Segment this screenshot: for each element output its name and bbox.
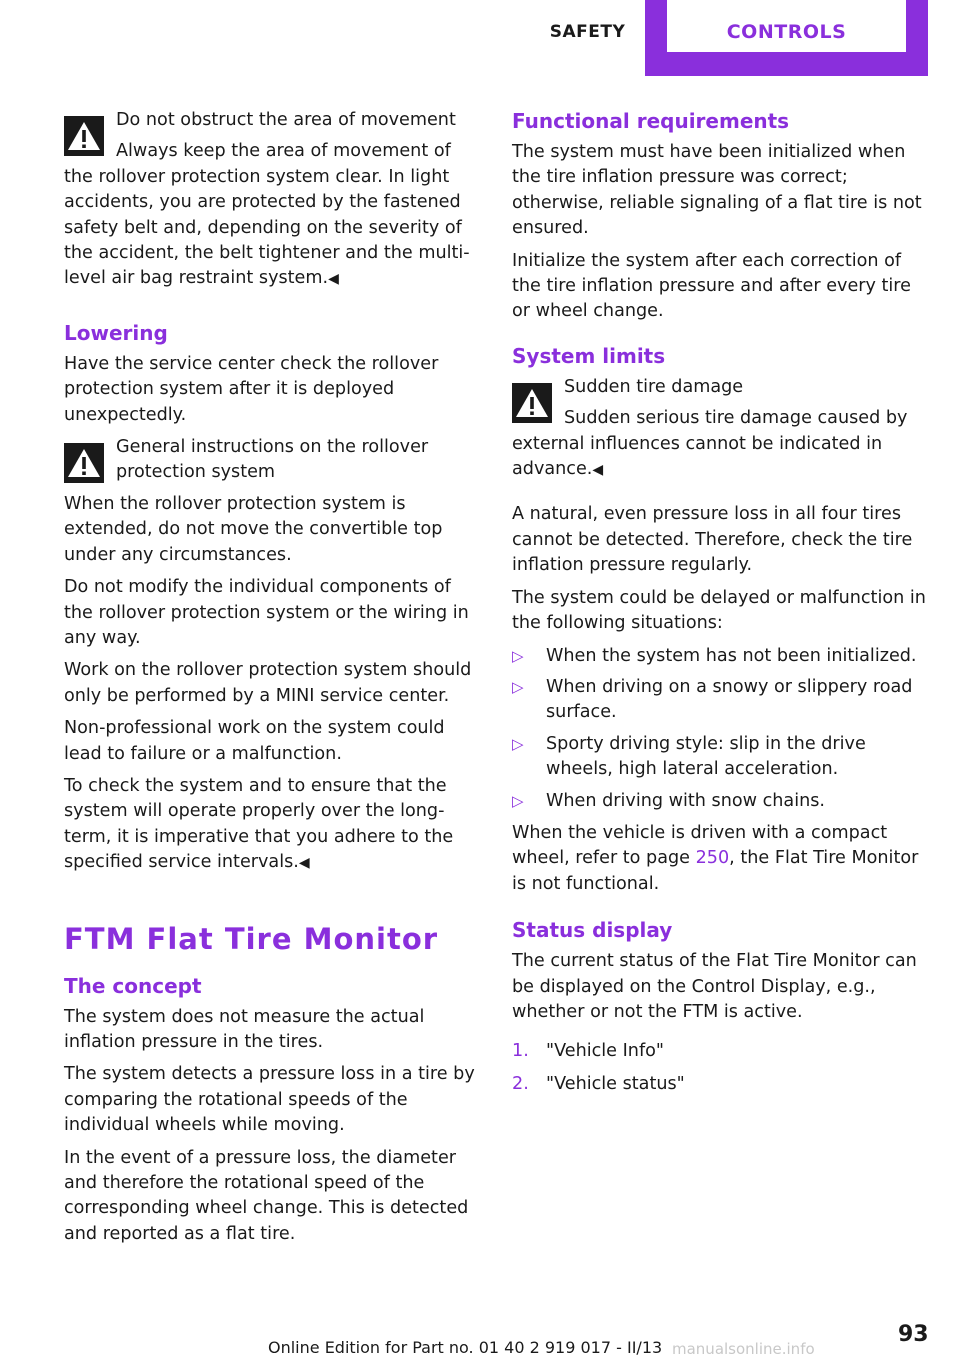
list-item: ▷ When driving with snow chains. xyxy=(512,789,932,814)
watermark: manualsonline.info xyxy=(672,1340,815,1358)
footer xyxy=(0,1318,960,1362)
warning-triangle-icon xyxy=(64,116,104,156)
warning-block-general xyxy=(64,435,484,877)
steps-list xyxy=(512,1039,932,1097)
step-number: 2. xyxy=(512,1073,529,1094)
warning-title: Sudden tire damage xyxy=(564,376,744,397)
warning-triangle-icon xyxy=(512,383,552,423)
warning-title: General instructions on the rollover protection system xyxy=(116,437,429,483)
triangle-bullet-icon: ▷ xyxy=(512,734,524,753)
end-mark: ◀ xyxy=(328,271,339,288)
functional-paragraph: Initialize the system after each correction of the tire inflation pressure and after every tire or wheel change. xyxy=(512,250,911,322)
lowering-text: Have the service center check the rollover protection system after it is deployed unexpectedly. xyxy=(64,353,439,425)
warning-title: Do not obstruct the area of movement xyxy=(116,110,456,130)
page-reference-link[interactable]: 250 xyxy=(695,848,730,869)
functional-paragraph: The system must have been initialized when the tire inflation pressure was correct; otherwise, reliable signaling of a flat tire is not ensured. xyxy=(512,142,922,239)
warning-triangle-icon xyxy=(64,443,104,483)
triangle-bullet-icon: ▷ xyxy=(512,791,524,810)
system-limits-heading: System limits xyxy=(512,343,666,368)
left-column xyxy=(64,108,484,1254)
concept-paragraph: The system detects a pressure loss in a tire by comparing the rotational speeds of the individual wheels while moving. xyxy=(64,1064,475,1136)
limits-paragraph: A natural, even pressure loss in all four tires cannot be detected. Therefore, check the tire inflation pressure regularly. xyxy=(512,504,913,576)
warning-block-movement xyxy=(64,108,484,300)
warning-body: Always keep the area of movement of the rollover protection system clear. In light accidents, you are protected by the fastened safety belt and, depending on the severity of the accident, the belt tightener and the multi-level air bag restraint system.◀ xyxy=(64,141,470,289)
tab-controls-label: CONTROLS xyxy=(667,0,906,52)
edition-text: Online Edition for Part no. 01 40 2 919 017 - II/13 xyxy=(268,1338,663,1357)
end-mark: ◀ xyxy=(592,462,604,479)
step-number: 1. xyxy=(512,1041,529,1062)
list-item: ▷ When driving on a snowy or slippery road surface. xyxy=(512,676,913,723)
status-display-heading: Status display xyxy=(512,918,673,943)
ftm-section-title: FTM Flat Tire Monitor xyxy=(64,921,439,956)
tab-controls[interactable] xyxy=(645,0,928,76)
warning-paragraph: Non-professional work on the system could lead to failure or a malfunction. xyxy=(64,718,445,764)
end-mark: ◀ xyxy=(298,855,310,872)
warning-block-tire-damage xyxy=(512,375,932,491)
tab-safety[interactable]: SAFETY xyxy=(549,22,626,42)
warning-body: Sudden serious tire damage caused by external influences cannot be indicated in advance.◀ xyxy=(512,408,908,480)
limits-paragraph: The system could be delayed or malfunction in the following situations: xyxy=(512,587,926,634)
limits-list xyxy=(512,644,932,814)
concept-paragraph: In the event of a pressure loss, the diameter and therefore the rotational speed of the corresponding wheel change. This is detected and reported as a flat tire. xyxy=(64,1147,469,1244)
concept-paragraph: The system does not measure the actual inflation pressure in the tires. xyxy=(64,1006,425,1052)
concept-heading: The concept xyxy=(64,973,202,998)
functional-requirements-heading: Functional requirements xyxy=(512,109,790,133)
list-item: ▷ Sporty driving style: slip in the drive wheels, high lateral acceleration. xyxy=(512,733,866,780)
status-paragraph: The current status of the Flat Tire Monitor can be displayed on the Control Display, e.g., whether or not the FTM is active. xyxy=(512,951,917,1022)
right-column xyxy=(512,108,932,1104)
lowering-heading: Lowering xyxy=(64,320,168,345)
list-item: 1. "Vehicle Info" xyxy=(512,1039,932,1064)
list-item: 2. "Vehicle status" xyxy=(512,1072,932,1097)
page-number: 93 xyxy=(898,1322,929,1347)
warning-paragraph: When the rollover protection system is extended, do not move the convertible top under any circumstances. xyxy=(64,493,443,565)
triangle-bullet-icon: ▷ xyxy=(512,646,524,665)
warning-paragraph: Work on the rollover protection system should only be performed by a MINI service center. xyxy=(64,660,472,706)
warning-paragraph: To check the system and to ensure that the system will operate properly over the long-term, it is imperative that you adhere to the specified service intervals.◀ xyxy=(64,775,454,873)
list-item: ▷ When the system has not been initialized. xyxy=(512,644,932,669)
warning-paragraph: Do not modify the individual components of the rollover protection system or the wiring in any way. xyxy=(64,577,469,648)
compact-wheel-paragraph: When the vehicle is driven with a compact wheel, refer to page 250, the Flat Tire Monitor is not functional. xyxy=(512,822,919,894)
triangle-bullet-icon: ▷ xyxy=(512,677,524,696)
